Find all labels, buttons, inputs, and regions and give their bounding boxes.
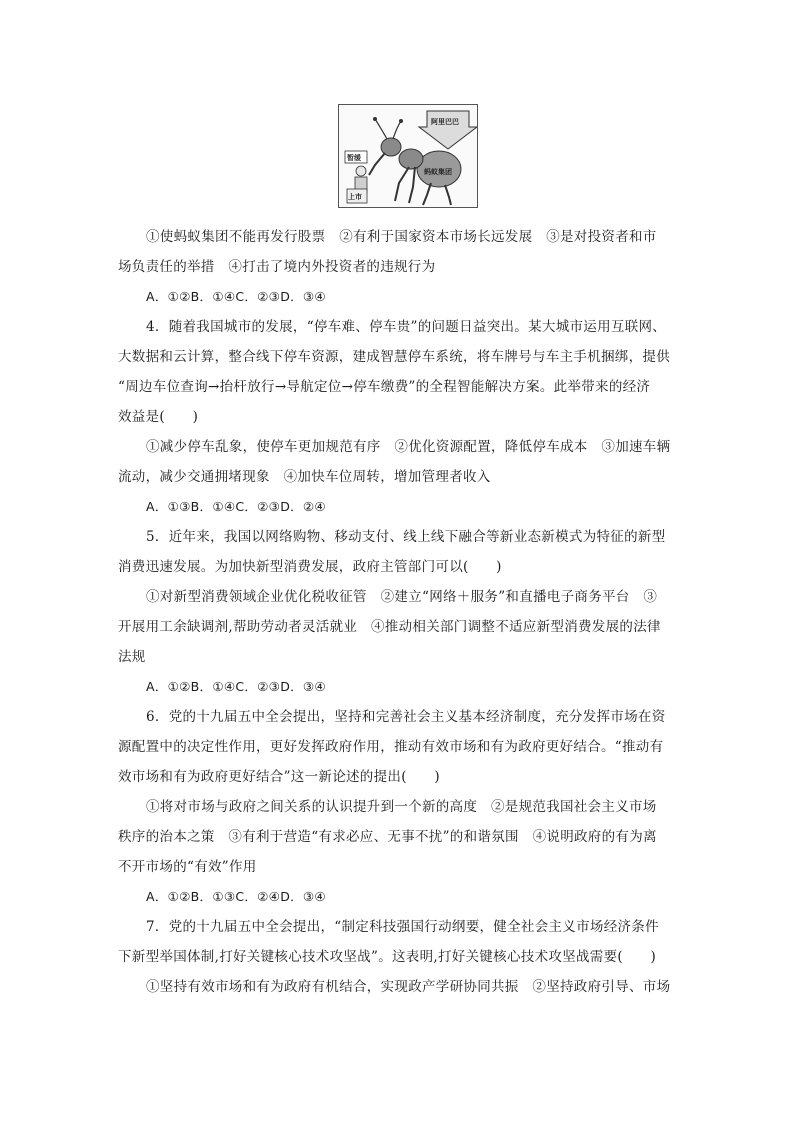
text-line: 7．党的十九届五中全会提出，“制定科技强国行动纲要，健全社会主义市场经济条件 xyxy=(146,919,659,935)
text-line: 效市场和有为政府更好结合”这一新论述的提出( ) xyxy=(118,769,440,785)
label-listing: 上市 xyxy=(348,193,362,201)
text-line: 5．近年来，我国以网络购物、移动支付、线上线下融合等新业态新模式为特征的新型 xyxy=(146,529,666,545)
text-line: 大数据和云计算，整合线下停车资源，建成智慧停车系统，将车牌号与车主手机捆绑，提供 xyxy=(118,349,670,365)
answer-options: A．①②B．①③C．②④D．③④ xyxy=(146,889,326,904)
text-line: 源配置中的决定性作用，更好发挥政府作用，推动有效市场和有为政府更好结合。“推动有 xyxy=(118,739,664,755)
cartoon-illustration xyxy=(338,104,478,208)
label-ant-group: 蚂蚁集团 xyxy=(424,168,452,176)
text-line: 效益是( ) xyxy=(118,409,199,425)
text-line: ①使蚂蚁集团不能再发行股票 ②有利于国家资本市场长远发展 ③是对投资者和市 xyxy=(146,229,657,245)
text-line: ①对新型消费领域企业优化税收征管 ②建立“网络＋服务”和直播电子商务平台 ③ xyxy=(146,589,658,605)
text-line: 开展用工余缺调剂,帮助劳动者灵活就业 ④推动相关部门调整不适应新型消费发展的法律 xyxy=(118,619,661,635)
q7-statements xyxy=(118,972,678,1002)
q5-options xyxy=(118,672,678,702)
q6-question xyxy=(118,702,678,792)
answer-options: A．①③B．①④C．②③D．②④ xyxy=(146,499,326,514)
answer-options: A．①②B．①④C．②③D．③④ xyxy=(146,679,326,694)
label-alibaba: 阿里巴巴 xyxy=(431,118,459,126)
text-line: 下新型举国体制,打好关键核心技术攻坚战”。这表明,打好关键核心技术攻坚战需要( ) xyxy=(118,949,657,965)
label-suspend: 暂缓 xyxy=(347,154,361,162)
text-line: 秩序的治本之策 ③有利于营造“有求必应、无事不扰”的和谐氛围 ④说明政府的有为离 xyxy=(118,829,657,845)
q6-statements xyxy=(118,792,678,882)
q5-statements xyxy=(118,582,678,672)
text-line: 法规 xyxy=(118,649,146,665)
text-line: 流动，减少交通拥堵现象 ④加快车位周转，增加管理者收入 xyxy=(118,469,491,485)
text-line: ①坚持有效市场和有为政府有机结合，实现政产学研协同共振 ②坚持政府引导、市场 xyxy=(146,979,671,995)
q5-question xyxy=(118,522,678,582)
text-line: 不开市场的“有效”作用 xyxy=(118,859,257,875)
q4-question xyxy=(118,312,678,432)
text-line: 场负责任的举措 ④打击了境内外投资者的违规行为 xyxy=(118,259,436,275)
text-line: “周边车位查询→抬杆放行→导航定位→停车缴费”的全程智能解决方案。此举带来的经济 xyxy=(118,379,651,395)
q6-options xyxy=(118,882,678,912)
q3-options xyxy=(118,282,678,312)
text-line: ①将对市场与政府之间关系的认识提升到一个新的高度 ②是规范我国社会主义市场 xyxy=(146,799,657,815)
text-line: 4．随着我国城市的发展，“停车难、停车贵”的问题日益突出。某大城市运用互联网、 xyxy=(146,319,667,335)
question-text-body xyxy=(118,222,678,1002)
text-line: ①减少停车乱象，使停车更加规范有序 ②优化资源配置，降低停车成本 ③加速车辆 xyxy=(146,439,671,455)
q3-statements xyxy=(118,222,678,282)
text-line: 消费迅速发展。为加快新型消费发展，政府主管部门可以( ) xyxy=(118,559,502,575)
q4-statements xyxy=(118,432,678,492)
text-line: 6．党的十九届五中全会提出，坚持和完善社会主义基本经济制度，充分发挥市场在资 xyxy=(146,709,666,725)
answer-options: A．①②B．①④C．②③D．③④ xyxy=(146,289,326,304)
q7-question xyxy=(118,912,678,972)
q4-options xyxy=(118,492,678,522)
